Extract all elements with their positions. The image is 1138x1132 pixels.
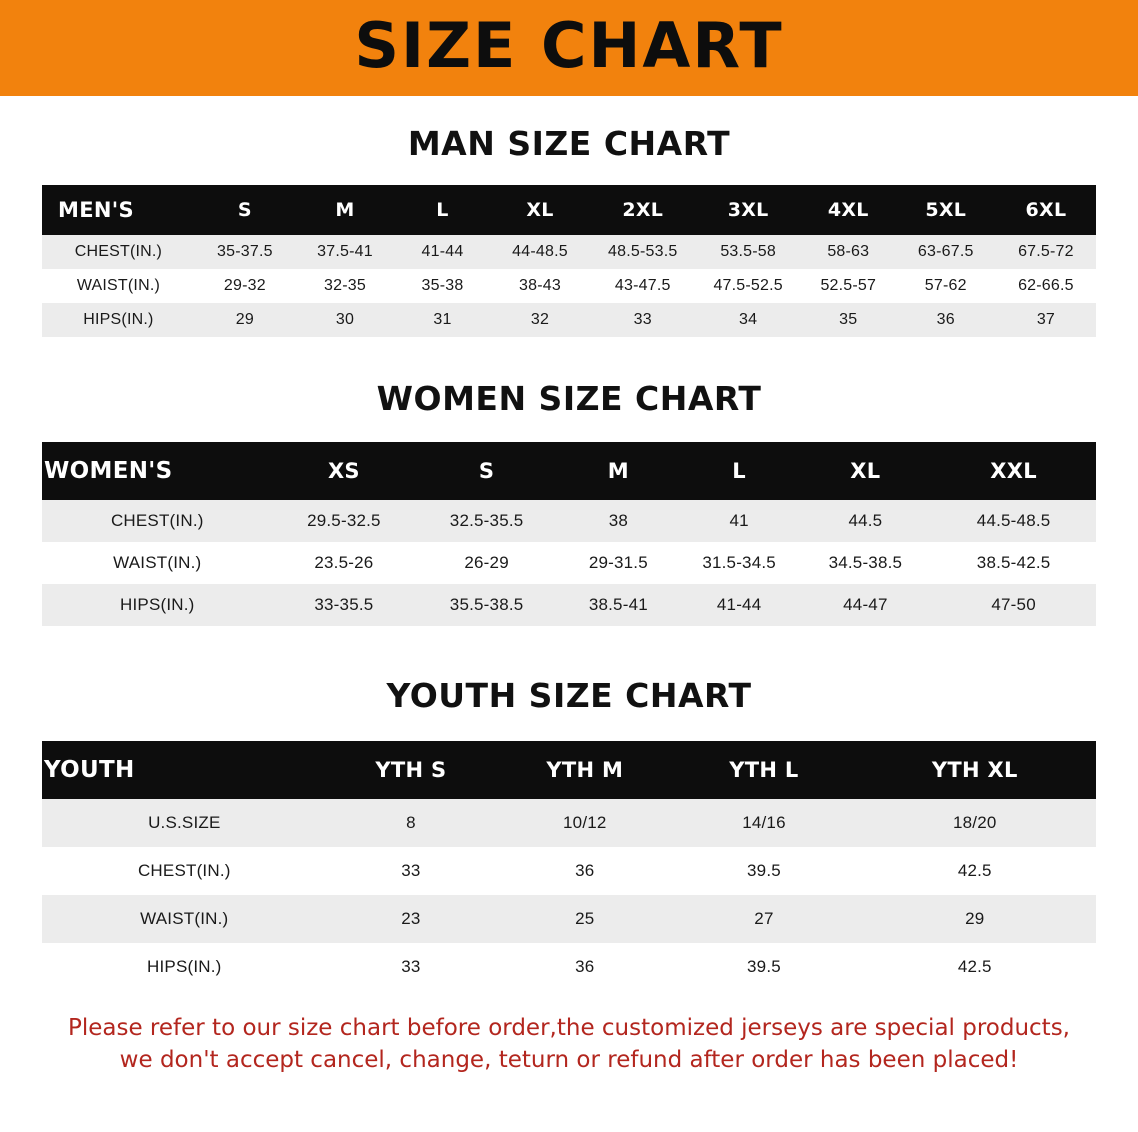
row-label: WAIST(IN.) bbox=[76, 277, 160, 294]
row-label: HIPS(IN.) bbox=[83, 311, 154, 328]
row-label: CHEST(IN.) bbox=[74, 243, 163, 260]
table-cell: 34.5-38.5 bbox=[828, 553, 903, 572]
women-header-cell: M bbox=[607, 459, 629, 483]
table-cell: 36 bbox=[936, 311, 955, 328]
table-cell: 43-47.5 bbox=[614, 277, 671, 294]
man-header-cell: 3XL bbox=[727, 199, 769, 221]
table-row bbox=[42, 584, 1096, 626]
table-cell: 23 bbox=[401, 909, 421, 928]
table-cell: 41-44 bbox=[421, 243, 464, 260]
man-header-cell: 2XL bbox=[622, 199, 664, 221]
women-header-cell: XXL bbox=[990, 459, 1037, 483]
table-cell: 44.5-48.5 bbox=[976, 511, 1051, 530]
row-label: WAIST(IN.) bbox=[113, 553, 202, 572]
table-row bbox=[42, 269, 1096, 303]
women-header-cell: XS bbox=[327, 459, 360, 483]
man-header-cell: L bbox=[436, 199, 449, 221]
table-row bbox=[42, 235, 1096, 269]
women-section-heading: WOMEN SIZE CHART bbox=[376, 379, 762, 418]
table-cell: 47-50 bbox=[991, 595, 1036, 614]
youth-header-cell: YTH L bbox=[729, 758, 799, 782]
table-cell: 27 bbox=[754, 909, 774, 928]
table-cell: 62-66.5 bbox=[1018, 277, 1074, 294]
table-row bbox=[42, 799, 1096, 847]
table-cell: 32 bbox=[530, 311, 550, 328]
table-cell: 52.5-57 bbox=[820, 277, 877, 294]
row-label: U.S.SIZE bbox=[148, 813, 221, 832]
women-table-wrap bbox=[42, 442, 1096, 626]
man-header-cell: MEN'S bbox=[58, 198, 134, 222]
table-cell: 39.5 bbox=[747, 861, 781, 880]
table-cell: 58-63 bbox=[827, 243, 870, 260]
table-cell: 38 bbox=[608, 511, 629, 530]
youth-header-cell: YTH S bbox=[375, 758, 447, 782]
table-cell: 35 bbox=[839, 311, 858, 328]
table-cell: 67.5-72 bbox=[1018, 243, 1074, 260]
table-cell: 41 bbox=[729, 511, 749, 530]
table-cell: 41-44 bbox=[716, 595, 762, 614]
table-cell: 38.5-41 bbox=[588, 595, 648, 614]
table-cell: 18/20 bbox=[953, 813, 997, 832]
youth-table-wrap bbox=[42, 741, 1096, 991]
disclaimer-line-1: Please refer to our size chart before order,the customized jerseys are special products, bbox=[67, 1015, 1070, 1041]
women-header-cell: XL bbox=[850, 459, 881, 483]
table-cell: 37 bbox=[1036, 311, 1056, 328]
table-cell: 36 bbox=[575, 861, 595, 880]
man-section-heading: MAN SIZE CHART bbox=[407, 124, 731, 163]
man-header-cell: 6XL bbox=[1025, 199, 1067, 221]
youth-table-header-row bbox=[42, 741, 1096, 799]
table-cell: 37.5-41 bbox=[317, 243, 373, 260]
table-cell: 33 bbox=[633, 311, 652, 328]
youth-header-cell: YTH XL bbox=[931, 758, 1018, 782]
man-header-cell: XL bbox=[526, 199, 554, 221]
table-cell: 10/12 bbox=[563, 813, 607, 832]
table-row bbox=[42, 847, 1096, 895]
table-cell: 8 bbox=[406, 813, 416, 832]
table-cell: 30 bbox=[335, 311, 355, 328]
table-cell: 31.5-34.5 bbox=[702, 553, 776, 572]
man-header-cell: 5XL bbox=[925, 199, 967, 221]
disclaimer-line-2: we don't accept cancel, change, teturn or refund after order has been placed! bbox=[119, 1046, 1019, 1073]
table-cell: 32-35 bbox=[324, 277, 366, 294]
table-cell: 23.5-26 bbox=[314, 553, 374, 572]
women-header-cell: L bbox=[732, 459, 746, 483]
table-row bbox=[42, 500, 1096, 542]
table-cell: 44.5 bbox=[848, 511, 883, 530]
row-label: CHEST(IN.) bbox=[137, 861, 231, 880]
table-row bbox=[42, 943, 1096, 991]
table-cell: 57-62 bbox=[924, 277, 967, 294]
table-cell: 47.5-52.5 bbox=[713, 277, 783, 294]
women-table-header-row bbox=[42, 442, 1096, 500]
man-header-cell: M bbox=[335, 199, 355, 221]
table-row bbox=[42, 542, 1096, 584]
table-cell: 33 bbox=[401, 957, 421, 976]
table-cell: 44-47 bbox=[843, 595, 888, 614]
table-cell: 29-32 bbox=[223, 277, 266, 294]
row-label: WAIST(IN.) bbox=[140, 909, 229, 928]
table-cell: 35-37.5 bbox=[217, 243, 273, 260]
table-cell: 36 bbox=[575, 957, 595, 976]
table-cell: 33-35.5 bbox=[314, 595, 374, 614]
table-cell: 63-67.5 bbox=[917, 243, 974, 260]
table-cell: 32.5-35.5 bbox=[449, 511, 524, 530]
man-size-table bbox=[42, 185, 1096, 337]
table-row bbox=[42, 303, 1096, 337]
disclaimer-note bbox=[40, 1013, 1098, 1076]
row-label: HIPS(IN.) bbox=[147, 957, 222, 976]
table-cell: 29 bbox=[965, 909, 985, 928]
man-table-header-row bbox=[42, 185, 1096, 235]
table-cell: 53.5-58 bbox=[720, 243, 776, 260]
table-cell: 42.5 bbox=[957, 861, 992, 880]
row-label: CHEST(IN.) bbox=[110, 511, 204, 530]
table-row bbox=[42, 895, 1096, 943]
table-cell: 33 bbox=[401, 861, 421, 880]
table-cell: 39.5 bbox=[747, 957, 781, 976]
table-cell: 35-38 bbox=[421, 277, 464, 294]
women-header-cell: WOMEN'S bbox=[44, 458, 173, 484]
women-size-table bbox=[42, 442, 1096, 626]
women-header-cell: S bbox=[478, 459, 495, 483]
table-cell: 35.5-38.5 bbox=[449, 595, 524, 614]
table-cell: 14/16 bbox=[742, 813, 786, 832]
table-cell: 31 bbox=[433, 311, 452, 328]
youth-section-heading: YOUTH SIZE CHART bbox=[386, 676, 752, 715]
table-cell: 44-48.5 bbox=[512, 243, 568, 260]
table-cell: 29.5-32.5 bbox=[307, 511, 381, 530]
youth-size-table bbox=[42, 741, 1096, 991]
table-cell: 42.5 bbox=[957, 957, 992, 976]
youth-header-cell: YOUTH bbox=[44, 757, 135, 783]
table-cell: 29 bbox=[235, 311, 254, 328]
man-header-cell: S bbox=[237, 199, 252, 221]
table-cell: 38-43 bbox=[519, 277, 561, 294]
man-table-wrap bbox=[42, 185, 1096, 337]
table-cell: 25 bbox=[575, 909, 595, 928]
table-cell: 34 bbox=[739, 311, 758, 328]
table-cell: 38.5-42.5 bbox=[976, 553, 1051, 572]
table-cell: 29-31.5 bbox=[588, 553, 648, 572]
page-banner bbox=[0, 0, 1138, 96]
row-label: HIPS(IN.) bbox=[120, 595, 195, 614]
page-title: SIZE CHART bbox=[354, 9, 784, 82]
youth-header-cell: YTH M bbox=[546, 758, 624, 782]
man-header-cell: 4XL bbox=[827, 199, 869, 221]
table-cell: 26-29 bbox=[464, 553, 509, 572]
table-cell: 48.5-53.5 bbox=[608, 243, 678, 260]
